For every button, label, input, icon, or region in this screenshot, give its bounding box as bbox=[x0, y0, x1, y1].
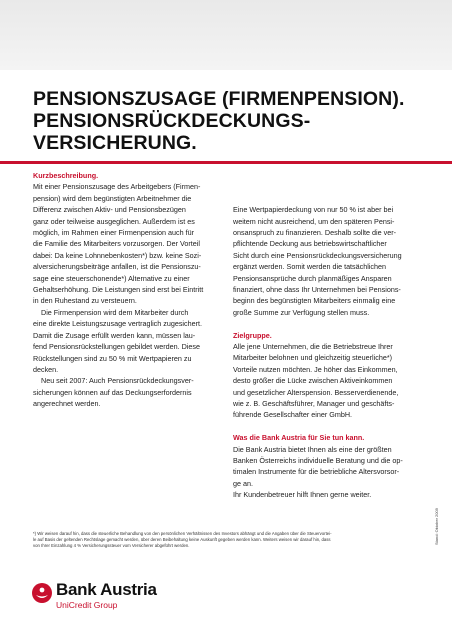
text-line: Eine Wertpapierdeckung von nur 50 % ist aber bei bbox=[233, 205, 394, 215]
title-line-1: PENSIONSZUSAGE (FIRMENPENSION). bbox=[33, 88, 405, 110]
text-line: führende Gesellschafter einer GmbH. bbox=[233, 410, 353, 420]
text-line: Banken Österreichs individuelle Beratung und die op- bbox=[233, 456, 403, 466]
text-line: desto größer die Lücke zwischen Aktiveinkommen bbox=[233, 376, 393, 386]
text-line: wie z. B. Geschäftsführer, Manager und geschäfts- bbox=[233, 399, 395, 409]
spacer bbox=[233, 193, 428, 204]
text-line: und gesetzlicher Alterspension. Besserverdienende, bbox=[233, 387, 399, 397]
text-line: ergänzt werden. Somit werden die tatsächlichen bbox=[233, 262, 387, 272]
section-heading-bank-austria: Was die Bank Austria für Sie tun kann. bbox=[233, 433, 365, 443]
spacer bbox=[233, 421, 428, 432]
text-line: Mitarbeiter belohnen und gleichzeitig steuerliche*) bbox=[233, 353, 393, 363]
text-line: timalen Instrumente für die betriebliche Altersvorsor- bbox=[233, 467, 400, 477]
text-line: ge an. bbox=[233, 478, 253, 488]
text-line: Rückstellungen sind zu 50 % mit Wertpapieren zu bbox=[33, 353, 192, 363]
text-line: möglich, im Rahmen einer Firmenpension auch für bbox=[33, 228, 194, 238]
text-line: Pensionsansprüche durch planmäßiges Ansparen bbox=[233, 273, 392, 283]
text-line: Ihr Kundenbetreuer hilft Ihnen gerne weiter. bbox=[233, 490, 372, 500]
text-line: Neu seit 2007: Auch Pensionsrückdeckungsver- bbox=[41, 376, 194, 386]
text-line: beginn des begünstigten Mitarbeiters einmalig eine bbox=[233, 296, 396, 306]
footnote-line: von Ihrer Einzahlung 4 % Versicherungssteuer vom Versicherer abgeführt werden. bbox=[33, 543, 190, 549]
unicredit-logo-icon bbox=[31, 582, 53, 604]
section-heading-zielgruppe: Zielgruppe. bbox=[233, 330, 272, 340]
text-line: Differenz zwischen Aktiv- und Pensionsbezügen bbox=[33, 205, 186, 215]
text-line: pension) wird dem begünstigten Arbeitnehmer die bbox=[33, 193, 192, 203]
date-stamp: Stand: Oktober 2009 bbox=[434, 508, 439, 545]
text-line: ganz oder teilweise ausgeglichen. Außerdem ist es bbox=[33, 216, 195, 226]
text-line: die Familie des Mitarbeiters vorzusorgen. Der Vorteil bbox=[33, 239, 200, 249]
title-line-2: PENSIONSRÜCKDECKUNGS- bbox=[33, 110, 311, 132]
spacer bbox=[233, 170, 428, 181]
footnote-line: le auf Basis der geltenden Rechtslage gemacht werden, über deren Beibehaltung keine Auskunft gegeben werden kann. Weiters weisen wir darauf hin, dass bbox=[33, 537, 331, 543]
text-line: Sicht durch eine Pensionsrückdeckungsversicherung bbox=[233, 250, 402, 260]
text-line: dabei: Da keine Lohnnebenkosten*) bzw. keine Sozi- bbox=[33, 250, 202, 260]
page-title bbox=[33, 88, 433, 154]
text-line: Gehaltserhöhung. Die Leistungen sind erst bei Eintritt bbox=[33, 285, 204, 295]
title-line-3: VERSICHERUNG. bbox=[33, 132, 197, 154]
text-line: in den Ruhestand zu versteuern. bbox=[33, 296, 137, 306]
section-heading-kurzbeschreibung: Kurzbeschreibung. bbox=[33, 171, 99, 180]
text-line: decken. bbox=[33, 364, 59, 374]
text-line: onsanspruch zu finanzieren. Deshalb sollte die ver- bbox=[233, 227, 397, 237]
header-band bbox=[0, 0, 452, 70]
text-line: Die Firmenpension wird dem Mitarbeiter durch bbox=[41, 307, 189, 317]
brand-name: Bank Austria bbox=[56, 580, 157, 599]
text-line: große Summe zur Verfügung stellen muss. bbox=[233, 307, 370, 317]
bank-austria-logo bbox=[31, 578, 231, 628]
accent-divider bbox=[0, 161, 452, 164]
text-line: finanziert, ohne dass Ihr Unternehmen bei Pensions- bbox=[233, 285, 401, 295]
spacer bbox=[233, 181, 428, 192]
text-line: Vorteile nutzen möchten. Je höher das Einkommen, bbox=[233, 364, 398, 374]
right-column bbox=[233, 170, 428, 501]
text-line: eine direkte Leistungszusage vertraglich zugesichert. bbox=[33, 319, 203, 329]
footnote bbox=[33, 531, 423, 550]
spacer bbox=[233, 318, 428, 329]
text-line: fend Pensionsrückstellungen gebildet werden. Diese bbox=[33, 342, 201, 352]
text-line: pflichtende Deckung aus betriebswirtschaftlicher bbox=[233, 239, 387, 249]
left-column bbox=[33, 170, 223, 410]
text-line: angerechnet werden. bbox=[33, 399, 101, 409]
footnote-line: *) Wir weisen darauf hin, dass die steuerliche Behandlung von den persönlichen Verhältnissen des Investors abhängt und die Angaben über die Steuervortei- bbox=[33, 531, 332, 536]
text-line: Damit die Zusage erfüllt werden kann, müssen lau- bbox=[33, 330, 196, 340]
text-line: Alle jene Unternehmen, die die Betriebstreue Ihrer bbox=[233, 342, 393, 352]
brand-group: UniCredit Group bbox=[56, 600, 118, 610]
text-line: Die Bank Austria bietet Ihnen als eine der größten bbox=[233, 444, 392, 454]
text-line: sage eine steuerschonende*) Alternative zu einer bbox=[33, 273, 190, 283]
text-line: sicherungen können auf das Deckungserfordernis bbox=[33, 387, 192, 397]
text-line: weitem nicht ausreichend, um den späteren Pensi- bbox=[233, 216, 395, 226]
text-line: Mit einer Pensionszusage des Arbeitgebers (Firmen- bbox=[33, 182, 201, 192]
text-line: alversicherungsbeiträge anfallen, ist die Pensionszu- bbox=[33, 262, 201, 272]
